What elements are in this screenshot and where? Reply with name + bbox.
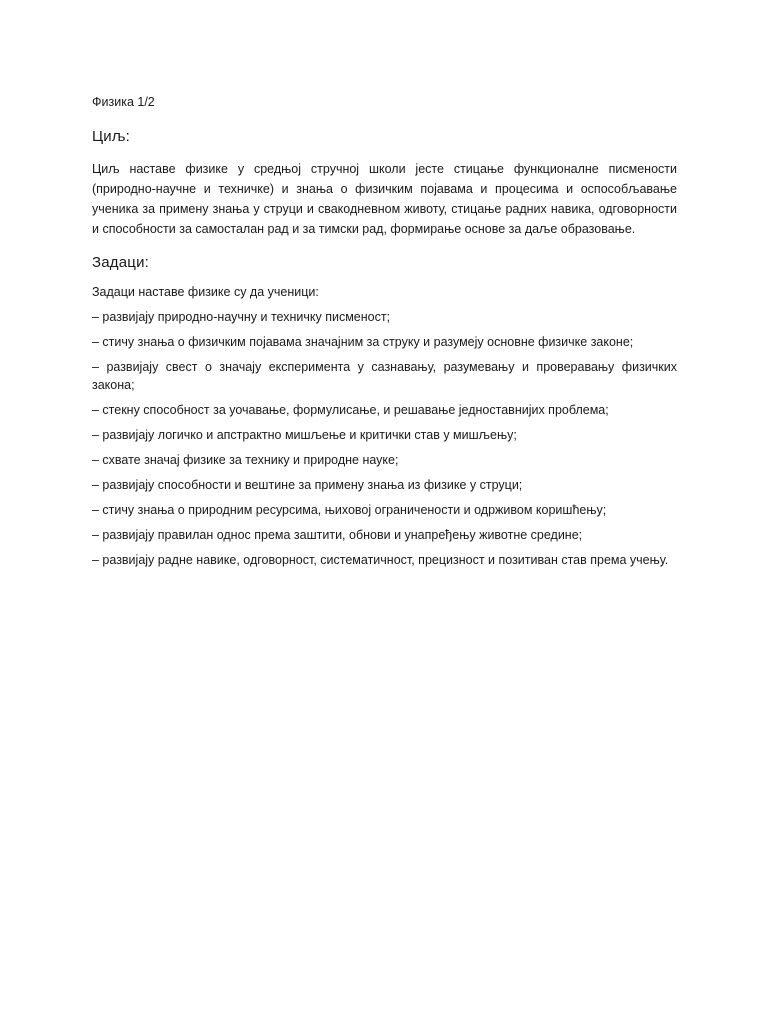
task-item: – развијају способности и вештине за примену знања из физике у струци; [92,478,523,492]
task-item: – стичу знања о природним ресурсима, њиховој ограничености и одрживом коришћењу; [92,503,607,517]
tasks-intro: Задаци наставе физике су да ученици: [92,285,319,299]
task-item: – стекну способност за уочавање, формулисање, и решавање једноставнијих проблема; [92,403,609,417]
task-list [92,308,677,569]
document-title: Физика 1/2 [92,95,155,109]
tasks-heading: Задаци: [92,254,150,271]
task-item: – развијају радне навике, одговорност, систематичност, прецизност и позитиван став према учењу. [92,553,669,567]
task-item: – схвате значај физике за технику и природне науке; [92,453,399,467]
document-page [92,94,677,576]
task-item: – развијају природно-научну и техничку писменост; [92,310,391,324]
goal-paragraph: Циљ наставе физике у средњој стручној школи јесте стицање функционалне писмености (природно-научне и техничке) и знања о физичким појавама и процесима и оспособљавање ученика за примену знања у струци и свакодневном животу, стицање радних навика, одговорности и способности за самосталан рад и за тимски рад, формирање основе за даље образовање. [92,162,677,236]
task-item: – развијају свест о значају експеримента у сазнавању, разумевању и проверавању физичких закона; [92,360,677,392]
goal-heading: Циљ: [92,128,131,145]
task-item: – развијају логичко и апстрактно мишљење и критички став у мишљењу; [92,428,517,442]
task-item: – развијају правилан однос према заштити, обнови и унапређењу животне средине; [92,528,583,542]
task-item: – стичу знања о физичким појавама значајним за струку и разумеју основне физичке законе; [92,335,634,349]
